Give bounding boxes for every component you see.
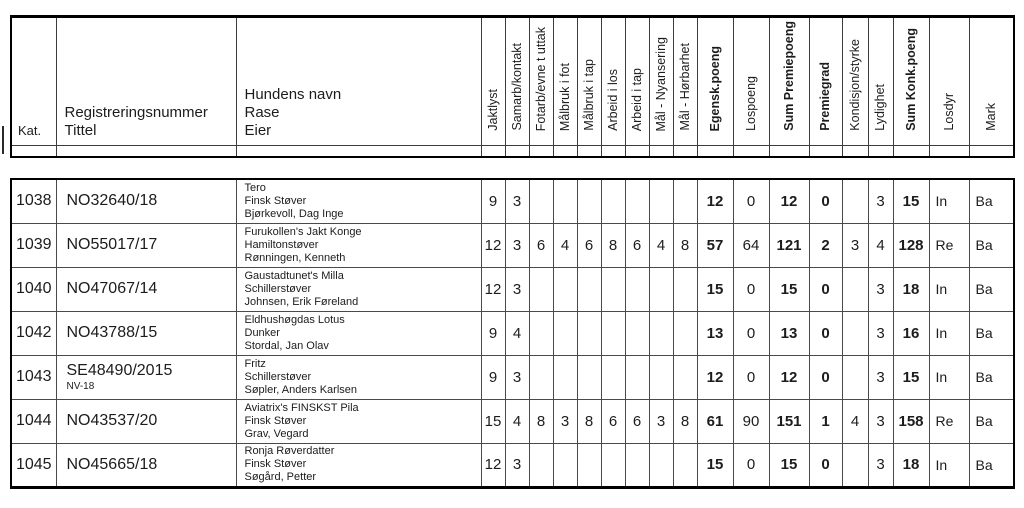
score-sum-premiepoeng: 12 xyxy=(769,179,809,223)
registration-number: NO43788/15 xyxy=(66,324,158,341)
score-arbeid-i-los xyxy=(601,267,625,311)
losdyr-cell: Re xyxy=(929,399,969,443)
score-egensk-poeng: 13 xyxy=(697,311,733,355)
score-fotarb-evne: 8 xyxy=(529,399,553,443)
kat-cell: 1043 xyxy=(11,355,56,399)
score-kondisjon-styrke: 3 xyxy=(842,223,868,267)
dog-info-cell xyxy=(236,443,481,487)
score-samarb-kontakt: 3 xyxy=(505,223,529,267)
score-lydighet: 3 xyxy=(868,443,893,487)
mark-cell: Ba xyxy=(969,311,1014,355)
score-malbruk-i-fot xyxy=(553,311,577,355)
header-stub-cell xyxy=(236,146,481,157)
score-malbruk-i-tap xyxy=(577,267,601,311)
registration-number: NO43537/20 xyxy=(66,412,158,429)
regnr-cell xyxy=(56,179,236,223)
kat-cell: 1038 xyxy=(11,179,56,223)
score-mal-nyansering xyxy=(649,311,673,355)
score-fotarb-evne xyxy=(529,311,553,355)
dog-owner: Bjørkevoll, Dag Inge xyxy=(244,207,344,220)
dog-owner: Rønningen, Kenneth xyxy=(244,251,346,264)
score-malbruk-i-fot xyxy=(553,179,577,223)
score-samarb-kontakt: 3 xyxy=(505,267,529,311)
rotated-header-label: Lydighet xyxy=(873,84,888,131)
losdyr-cell: In xyxy=(929,267,969,311)
header-stub-cell xyxy=(505,146,529,157)
score-mal-horbarhet xyxy=(673,311,697,355)
regnr-cell xyxy=(56,355,236,399)
rotated-header-label: Egensk.poeng xyxy=(707,45,722,131)
score-arbeid-i-tap xyxy=(625,311,649,355)
header-stub-cell xyxy=(868,146,893,157)
header-stub-cell xyxy=(553,146,577,157)
dog-name: Fritz xyxy=(244,357,266,370)
dog-name: Gaustadtunet's Milla xyxy=(244,269,344,282)
dog-breed: Finsk Støver xyxy=(244,194,307,207)
score-egensk-poeng: 12 xyxy=(697,355,733,399)
regnr-cell xyxy=(56,267,236,311)
dog-name: Tero xyxy=(244,181,266,194)
score-sum-konk-poeng: 15 xyxy=(893,355,929,399)
dog-name: Eldhushøgdas Lotus xyxy=(244,313,345,326)
rotated-header-label: Mål - Hørbarhet xyxy=(677,43,692,131)
rotated-header-label: Arbeid i tap xyxy=(629,67,644,131)
dog-info-cell xyxy=(236,355,481,399)
score-jaktlyst: 12 xyxy=(481,443,505,487)
rotated-header-label: Sum Konk.poeng xyxy=(903,28,918,131)
score-arbeid-i-los: 8 xyxy=(601,223,625,267)
score-arbeid-i-tap xyxy=(625,267,649,311)
rotated-header-label: Lospoeng xyxy=(743,76,758,131)
score-kondisjon-styrke: 4 xyxy=(842,399,868,443)
table-row xyxy=(11,399,1014,443)
score-lydighet: 3 xyxy=(868,399,893,443)
score-lydighet: 3 xyxy=(868,179,893,223)
score-samarb-kontakt: 4 xyxy=(505,399,529,443)
score-egensk-poeng: 57 xyxy=(697,223,733,267)
mark-cell: Ba xyxy=(969,179,1014,223)
header-label: Kat. xyxy=(18,123,42,138)
score-mal-horbarhet: 8 xyxy=(673,223,697,267)
dog-info-cell xyxy=(236,267,481,311)
header-stub-cell xyxy=(769,146,809,157)
dog-owner: Stordal, Jan Olav xyxy=(244,339,329,352)
header-stub-cell xyxy=(577,146,601,157)
rotated-header-label: Mål - Nyansering xyxy=(653,36,668,131)
score-arbeid-i-los xyxy=(601,179,625,223)
score-lospoeng: 0 xyxy=(733,311,769,355)
column-header-sum-konk-poeng xyxy=(893,17,929,146)
header-stub-cell xyxy=(969,146,1014,157)
score-mal-horbarhet xyxy=(673,355,697,399)
dog-owner: Grav, Vegard xyxy=(244,427,309,440)
table-row xyxy=(11,355,1014,399)
score-malbruk-i-fot xyxy=(553,355,577,399)
losdyr-cell: Re xyxy=(929,223,969,267)
header-stub-cell xyxy=(842,146,868,157)
column-header-sum-premiepoeng xyxy=(769,17,809,146)
score-malbruk-i-tap xyxy=(577,179,601,223)
score-kondisjon-styrke xyxy=(842,267,868,311)
score-sum-premiepoeng: 12 xyxy=(769,355,809,399)
dog-breed: Schillerstøver xyxy=(244,282,312,295)
score-malbruk-i-tap: 8 xyxy=(577,399,601,443)
score-arbeid-i-los xyxy=(601,355,625,399)
column-header-premiegrad xyxy=(809,17,842,146)
rotated-header-label: Jaktlyst xyxy=(485,89,500,131)
score-jaktlyst: 9 xyxy=(481,355,505,399)
table-row xyxy=(11,179,1014,223)
column-header-malbruk-i-tap xyxy=(577,17,601,146)
dog-info-cell xyxy=(236,223,481,267)
column-header-mal-nyansering xyxy=(649,17,673,146)
rotated-header-label: Kondisjon/styrke xyxy=(847,39,862,131)
rotated-header-label: Sum Premiepoeng xyxy=(781,21,796,131)
column-header-mal-horbarhet xyxy=(673,17,697,146)
column-header-losdyr xyxy=(929,17,969,146)
rotated-header-label: Målbruk i fot xyxy=(557,62,572,131)
score-malbruk-i-fot: 3 xyxy=(553,399,577,443)
score-sum-premiepoeng: 13 xyxy=(769,311,809,355)
header-stub-cell xyxy=(601,146,625,157)
score-fotarb-evne xyxy=(529,267,553,311)
column-header-arbeid-i-tap xyxy=(625,17,649,146)
regnr-cell xyxy=(56,223,236,267)
header-stub-cell xyxy=(11,146,56,157)
dog-owner: Johnsen, Erik Føreland xyxy=(244,295,359,308)
column-header-kat xyxy=(11,17,56,146)
losdyr-cell: In xyxy=(929,311,969,355)
score-malbruk-i-tap xyxy=(577,355,601,399)
score-mal-nyansering xyxy=(649,179,673,223)
registration-number: NO45665/18 xyxy=(66,455,158,473)
score-kondisjon-styrke xyxy=(842,355,868,399)
regnr-cell xyxy=(56,443,236,487)
score-kondisjon-styrke xyxy=(842,443,868,487)
kat-cell: 1040 xyxy=(11,267,56,311)
score-arbeid-i-tap: 6 xyxy=(625,399,649,443)
rotated-header-label: Fotarb/evne t uttak xyxy=(533,26,548,131)
score-samarb-kontakt: 3 xyxy=(505,443,529,487)
score-mal-nyansering xyxy=(649,355,673,399)
header-stub-cell xyxy=(893,146,929,157)
score-malbruk-i-fot: 4 xyxy=(553,223,577,267)
score-arbeid-i-los xyxy=(601,443,625,487)
score-arbeid-i-tap: 6 xyxy=(625,223,649,267)
score-lospoeng: 0 xyxy=(733,179,769,223)
score-lospoeng: 0 xyxy=(733,267,769,311)
score-lydighet: 3 xyxy=(868,311,893,355)
page-edge-mark xyxy=(2,126,4,154)
score-jaktlyst: 12 xyxy=(481,223,505,267)
score-lospoeng: 90 xyxy=(733,399,769,443)
score-egensk-poeng: 15 xyxy=(697,267,733,311)
table-row xyxy=(11,267,1014,311)
score-fotarb-evne xyxy=(529,355,553,399)
header-line: Eier xyxy=(244,122,272,139)
column-header-hundens-navn xyxy=(236,17,481,146)
score-jaktlyst: 12 xyxy=(481,267,505,311)
header-stub-cell xyxy=(625,146,649,157)
dog-info-cell xyxy=(236,311,481,355)
score-malbruk-i-tap xyxy=(577,311,601,355)
score-sum-konk-poeng: 16 xyxy=(893,311,929,355)
registration-number: SE48490/2015 xyxy=(66,362,173,379)
score-mal-horbarhet: 8 xyxy=(673,399,697,443)
column-header-lydighet xyxy=(868,17,893,146)
score-jaktlyst: 15 xyxy=(481,399,505,443)
dog-breed: Hamiltonstøver xyxy=(244,238,319,251)
score-malbruk-i-tap: 6 xyxy=(577,223,601,267)
score-sum-premiepoeng: 15 xyxy=(769,443,809,487)
mark-cell: Ba xyxy=(969,223,1014,267)
column-header-mark xyxy=(969,17,1014,146)
score-samarb-kontakt: 3 xyxy=(505,179,529,223)
score-sum-konk-poeng: 158 xyxy=(893,399,929,443)
score-lospoeng: 0 xyxy=(733,443,769,487)
dog-breed: Finsk Støver xyxy=(244,414,307,427)
column-header-registreringsnummer xyxy=(56,17,236,146)
dog-breed: Dunker xyxy=(244,326,280,339)
score-arbeid-i-tap xyxy=(625,179,649,223)
header-row xyxy=(11,17,1014,146)
header-line: Tittel xyxy=(64,122,97,139)
score-mal-horbarhet xyxy=(673,179,697,223)
score-lospoeng: 0 xyxy=(733,355,769,399)
score-malbruk-i-fot xyxy=(553,443,577,487)
title-text: NV-18 xyxy=(66,381,95,392)
dog-name: Furukollen's Jakt Konge xyxy=(244,225,362,238)
score-sum-premiepoeng: 121 xyxy=(769,223,809,267)
rotated-header-label: Målbruk i tap xyxy=(581,59,596,131)
column-header-lospoeng xyxy=(733,17,769,146)
score-kondisjon-styrke xyxy=(842,179,868,223)
score-mal-horbarhet xyxy=(673,267,697,311)
score-premiegrad: 0 xyxy=(809,311,842,355)
column-header-samarb-kontakt xyxy=(505,17,529,146)
score-arbeid-i-los xyxy=(601,311,625,355)
header-stub-cell xyxy=(529,146,553,157)
header-line: Registreringsnummer xyxy=(64,104,208,121)
losdyr-cell: In xyxy=(929,443,969,487)
score-premiegrad: 0 xyxy=(809,267,842,311)
column-header-malbruk-i-fot xyxy=(553,17,577,146)
table-row xyxy=(11,223,1014,267)
score-fotarb-evne xyxy=(529,443,553,487)
header-stub-cell xyxy=(56,146,236,157)
losdyr-cell: In xyxy=(929,179,969,223)
score-egensk-poeng: 12 xyxy=(697,179,733,223)
dog-name: Ronja Røverdatter xyxy=(244,445,335,457)
kat-cell: 1044 xyxy=(11,399,56,443)
column-header-fotarb-evne xyxy=(529,17,553,146)
header-stub-cell xyxy=(481,146,505,157)
score-egensk-poeng: 61 xyxy=(697,399,733,443)
column-header-kondisjon-styrke xyxy=(842,17,868,146)
column-header-jaktlyst xyxy=(481,17,505,146)
rotated-header-label: Premiegrad xyxy=(818,62,833,131)
results-data-table xyxy=(10,178,1015,489)
header-stub-cell xyxy=(673,146,697,157)
score-lospoeng: 64 xyxy=(733,223,769,267)
score-premiegrad: 0 xyxy=(809,355,842,399)
registration-number: NO47067/14 xyxy=(66,280,158,297)
score-mal-horbarhet xyxy=(673,443,697,487)
dog-name: Aviatrix's FINSKST Pila xyxy=(244,401,359,414)
kat-cell: 1045 xyxy=(11,443,56,487)
rotated-header-label: Losdyr xyxy=(941,93,956,131)
header-stub-cell xyxy=(929,146,969,157)
score-fotarb-evne: 6 xyxy=(529,223,553,267)
header-stub-row xyxy=(11,146,1014,157)
regnr-cell xyxy=(56,311,236,355)
registration-number: NO32640/18 xyxy=(66,192,158,210)
score-lydighet: 3 xyxy=(868,267,893,311)
header-stub-cell xyxy=(697,146,733,157)
score-premiegrad: 0 xyxy=(809,179,842,223)
dog-info-cell xyxy=(236,399,481,443)
kat-cell: 1042 xyxy=(11,311,56,355)
rotated-header-label: Samarb/kontakt xyxy=(509,43,524,131)
score-mal-nyansering: 4 xyxy=(649,223,673,267)
regnr-cell xyxy=(56,399,236,443)
score-lydighet: 3 xyxy=(868,355,893,399)
score-jaktlyst: 9 xyxy=(481,179,505,223)
score-kondisjon-styrke xyxy=(842,311,868,355)
kat-cell: 1039 xyxy=(11,223,56,267)
score-malbruk-i-fot xyxy=(553,267,577,311)
table-row xyxy=(11,443,1014,487)
dog-owner: Søgård, Petter xyxy=(244,471,317,483)
score-samarb-kontakt: 3 xyxy=(505,355,529,399)
score-egensk-poeng: 15 xyxy=(697,443,733,487)
mark-cell: Ba xyxy=(969,399,1014,443)
score-mal-nyansering xyxy=(649,267,673,311)
mark-cell: Ba xyxy=(969,355,1014,399)
score-premiegrad: 2 xyxy=(809,223,842,267)
rotated-header-label: Mark xyxy=(984,103,998,131)
mark-cell: Ba xyxy=(969,443,1014,487)
score-arbeid-i-tap xyxy=(625,355,649,399)
score-sum-konk-poeng: 15 xyxy=(893,179,929,223)
losdyr-cell: In xyxy=(929,355,969,399)
score-fotarb-evne xyxy=(529,179,553,223)
rotated-header-label: Arbeid i los xyxy=(605,69,620,131)
score-sum-konk-poeng: 128 xyxy=(893,223,929,267)
score-premiegrad: 0 xyxy=(809,443,842,487)
header-stub-cell xyxy=(809,146,842,157)
header-line: Hundens navn xyxy=(244,86,342,103)
column-header-arbeid-i-los xyxy=(601,17,625,146)
score-mal-nyansering xyxy=(649,443,673,487)
dog-breed: Finsk Støver xyxy=(244,458,307,470)
score-premiegrad: 1 xyxy=(809,399,842,443)
header-stub-cell xyxy=(649,146,673,157)
score-sum-konk-poeng: 18 xyxy=(893,267,929,311)
dog-breed: Schillerstøver xyxy=(244,370,312,383)
score-jaktlyst: 9 xyxy=(481,311,505,355)
score-sum-konk-poeng: 18 xyxy=(893,443,929,487)
column-header-egensk-poeng xyxy=(697,17,733,146)
score-mal-nyansering: 3 xyxy=(649,399,673,443)
score-arbeid-i-los: 6 xyxy=(601,399,625,443)
dog-info-cell xyxy=(236,179,481,223)
score-malbruk-i-tap xyxy=(577,443,601,487)
registration-number: NO55017/17 xyxy=(66,236,158,253)
score-sum-premiepoeng: 151 xyxy=(769,399,809,443)
score-lydighet: 4 xyxy=(868,223,893,267)
dog-owner: Søpler, Anders Karlsen xyxy=(244,383,358,396)
score-sum-premiepoeng: 15 xyxy=(769,267,809,311)
header-stub-cell xyxy=(733,146,769,157)
score-arbeid-i-tap xyxy=(625,443,649,487)
mark-cell: Ba xyxy=(969,267,1014,311)
results-header-table xyxy=(10,15,1015,158)
header-line: Rase xyxy=(244,104,280,121)
score-samarb-kontakt: 4 xyxy=(505,311,529,355)
table-row xyxy=(11,311,1014,355)
